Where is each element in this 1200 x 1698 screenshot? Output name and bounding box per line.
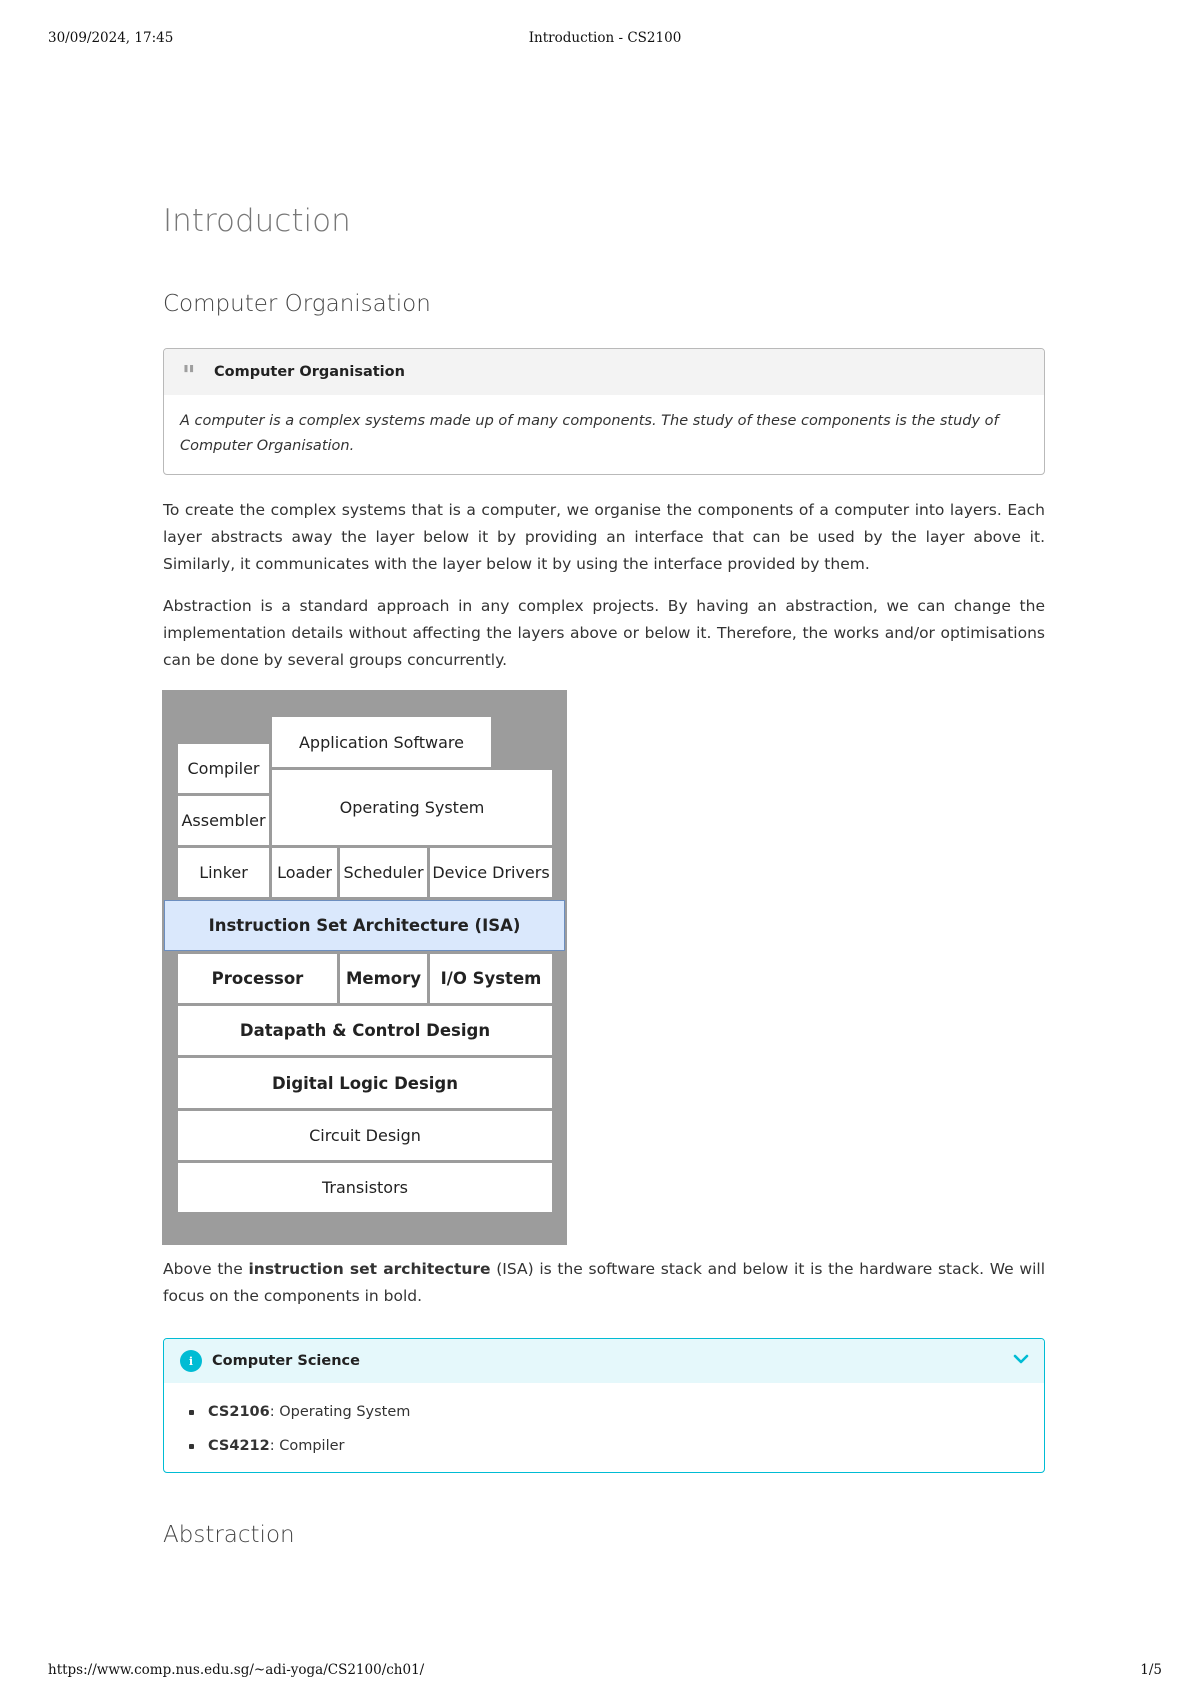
section-heading-computer-organisation: Computer Organisation <box>163 291 431 317</box>
layer-scheduler: Scheduler <box>340 848 427 897</box>
print-datetime: 30/09/2024, 17:45 <box>48 30 174 46</box>
layer-memory: Memory <box>340 954 427 1003</box>
page-title: Introduction <box>163 203 351 239</box>
layer-circuit-design: Circuit Design <box>178 1111 552 1160</box>
layer-transistors: Transistors <box>178 1163 552 1212</box>
print-footer <box>48 1662 1162 1682</box>
quote-icon: " <box>182 361 196 391</box>
paragraph-isa-stacks <box>163 1256 1045 1310</box>
abstraction-layers-diagram <box>162 690 567 1245</box>
quote-callout-body: A computer is a complex systems made up of many components. The study of these components is the study of Computer Organisation. <box>180 413 999 454</box>
print-doc-title: Introduction - CS2100 <box>528 30 682 46</box>
quote-callout-title: Computer Organisation <box>214 364 405 380</box>
course-name: : Operating System <box>269 1404 411 1420</box>
layer-assembler: Assembler <box>178 796 269 845</box>
layer-datapath-control: Datapath & Control Design <box>178 1006 552 1055</box>
quote-callout <box>163 348 1045 475</box>
paragraph-abstraction: Abstraction is a standard approach in any complex projects. By having an abstraction, we can change the implementation details without affecting the layers above or below it. Therefore, the works and/or optimisations can be done by several groups concurrently. <box>163 597 1045 669</box>
quote-callout-header <box>164 349 1044 395</box>
info-callout-header[interactable] <box>164 1339 1044 1383</box>
para3-prefix: Above the <box>163 1260 249 1278</box>
print-page-number: 1/5 <box>1140 1662 1162 1678</box>
para3-suffix: (ISA) is the software stack and below it is the hardware stack. We will focus on the components in bold. <box>163 1260 1045 1305</box>
layer-loader: Loader <box>272 848 337 897</box>
layer-operating-system: Operating System <box>272 770 552 845</box>
course-code: CS4212 <box>208 1438 270 1454</box>
layer-application-software: Application Software <box>272 717 491 767</box>
paragraph-layers: To create the complex systems that is a computer, we organise the components of a computer into layers. Each layer abstracts away the layer below it by providing an interface that can be used by the layer above it. Similarly, it communicates with the layer below it by using the interface provided by them. <box>163 501 1045 573</box>
info-icon: i <box>180 1350 202 1372</box>
list-item <box>208 1395 1044 1429</box>
info-callout <box>163 1338 1045 1473</box>
layer-device-drivers: Device Drivers <box>430 848 552 897</box>
layer-io-system: I/O System <box>430 954 552 1003</box>
chevron-down-icon[interactable] <box>1012 1350 1030 1368</box>
print-header <box>48 30 1162 50</box>
info-callout-title: Computer Science <box>212 1353 360 1369</box>
para3-bold: instruction set architecture <box>248 1260 491 1278</box>
section-heading-abstraction: Abstraction <box>163 1522 295 1548</box>
course-code: CS2106 <box>208 1404 270 1420</box>
info-callout-list <box>164 1383 1044 1463</box>
layer-processor: Processor <box>178 954 337 1003</box>
list-item <box>208 1429 1044 1463</box>
course-name: : Compiler <box>269 1438 345 1454</box>
layer-digital-logic: Digital Logic Design <box>178 1058 552 1108</box>
layer-isa: Instruction Set Architecture (ISA) <box>164 900 565 951</box>
print-url: https://www.comp.nus.edu.sg/~adi-yoga/CS2100/ch01/ <box>48 1662 425 1678</box>
layer-compiler: Compiler <box>178 744 269 793</box>
layer-linker: Linker <box>178 848 269 897</box>
